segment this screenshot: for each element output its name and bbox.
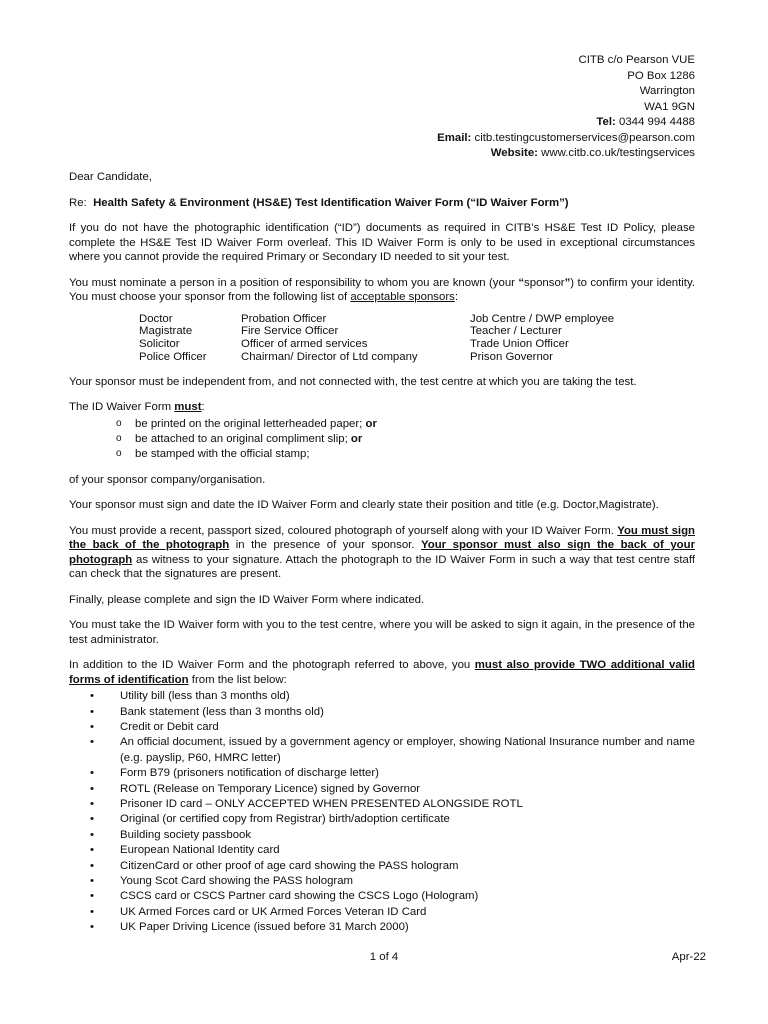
- paragraph-complete-sign: Finally, please complete and sign the ID Waiver Form where indicated.: [69, 593, 425, 606]
- email-label: Email:: [437, 131, 472, 144]
- list-item: • Building society passbook: [69, 828, 695, 843]
- sponsor-quote-open: “: [518, 276, 525, 289]
- sponsor-item: Prison Governor: [470, 350, 553, 363]
- revision-date: Apr-22: [671, 951, 706, 963]
- form-requirements-list: [69, 417, 695, 462]
- must-word: must: [174, 401, 202, 414]
- tel-value: 0344 994 4488: [618, 116, 695, 128]
- sponsor-text-2: ) to confirm your identity. You must choose your sponsor from the following list of: [69, 276, 695, 303]
- list-item: • UK Paper Driving Licence (issued before 31 March 2000): [69, 920, 695, 935]
- paragraph-independent-sponsor: Your sponsor must be independent from, and not connected with, the test centre at which you are taking the test.: [69, 375, 637, 388]
- letter-body: [69, 170, 695, 936]
- sponsor-item: Probation Officer: [241, 312, 327, 325]
- list-item: • UK Armed Forces card or UK Armed Forces Veteran ID Card: [69, 905, 695, 920]
- sponsor-item: Solicitor: [139, 338, 180, 351]
- list-item: • Form B79 (prisoners notification of discharge letter): [69, 766, 695, 781]
- list-item: • Bank statement (less than 3 months old): [69, 705, 695, 720]
- sponsor-item: Officer of armed services: [241, 338, 368, 351]
- salutation: Dear Candidate,: [69, 171, 152, 183]
- address-line-3: Warrington: [639, 85, 695, 97]
- list-item: o be stamped with the official stamp;: [69, 447, 695, 462]
- re-label: Re:: [69, 196, 87, 209]
- list-item: • CitizenCard or other proof of age card showing the PASS hologram: [69, 859, 695, 874]
- paragraph-sponsor-company: of your sponsor company/organisation.: [69, 473, 266, 486]
- address-line-2: PO Box 1286: [627, 69, 695, 82]
- list-item: • Credit or Debit card: [69, 720, 695, 735]
- address-line-4: WA1 9GN: [644, 100, 695, 113]
- page-number: 1 of 4: [369, 951, 399, 963]
- list-item: • An official document, issued by a government agency or employer, showing National Insurance number and name (e.g. payslip, P60, HMRC letter): [69, 735, 695, 766]
- subject-title: Health Safety & Environment (HS&E) Test Identification Waiver Form (“ID Waiver Form”): [93, 196, 569, 209]
- must-intro: The ID Waiver Form: [69, 401, 175, 414]
- sponsor-item: Teacher / Lecturer: [470, 325, 562, 338]
- sponsor-item: Fire Service Officer: [241, 325, 339, 338]
- list-item: • European National Identity card: [69, 843, 695, 858]
- address-email: [437, 131, 695, 147]
- paragraph-form-must: [69, 400, 695, 415]
- website-label: Website:: [490, 147, 538, 159]
- paragraph-id-policy: If you do not have the photographic identification (“ID”) documents as required in CITB’s HS&E Test ID Policy, please complete the HS&E Test ID Waiver Form overleaf. This ID Waiver Form is only to be used in exceptional circumstances where you cannot provide the required Primary or Secondary ID needed to sit your test.: [69, 222, 695, 263]
- list-item: • Original (or certified copy from Registrar) birth/adoption certificate: [69, 812, 695, 827]
- list-item: • Young Scot Card showing the PASS hologram: [69, 874, 695, 889]
- sponsor-list: [139, 313, 695, 364]
- id-documents-list: [69, 689, 695, 936]
- address-line-1: CITB c/o Pearson VUE: [578, 54, 695, 66]
- acceptable-sponsors-link: acceptable sponsors: [350, 291, 455, 303]
- sponsor-item: Doctor: [139, 312, 173, 325]
- list-item: • ROTL (Release on Temporary Licence) signed by Governor: [69, 782, 695, 797]
- list-item: • Prisoner ID card – ONLY ACCEPTED WHEN PRESENTED ALONGSIDE ROTL: [69, 797, 695, 812]
- list-item: o be printed on the original letterheaded paper; or: [69, 417, 695, 432]
- website-value: www.citb.co.uk/testingservices: [541, 147, 695, 159]
- sponsor-text-3: :: [454, 291, 458, 303]
- sponsor-item: Trade Union Officer: [470, 338, 569, 351]
- must-colon: :: [201, 401, 205, 414]
- list-item: • CSCS card or CSCS Partner card showing the CSCS Logo (Hologram): [69, 889, 695, 904]
- email-value: citb.testingcustomerservices@pearson.com: [474, 131, 695, 144]
- paragraph-additional-id: In addition to the ID Waiver Form and the photograph referred to above, you must also provide TWO additional valid forms of identification from the list below:: [69, 659, 695, 686]
- paragraph-sign-date: Your sponsor must sign and date the ID Waiver Form and clearly state their position and title (e.g. Doctor,Magistrate).: [69, 499, 659, 512]
- sponsor-word: sponsor: [524, 276, 565, 289]
- sender-address: [437, 53, 695, 162]
- list-item: • Utility bill (less than 3 months old): [69, 689, 695, 704]
- paragraph-nominate-sponsor: [69, 276, 695, 305]
- address-tel: [437, 115, 695, 131]
- address-website: [437, 146, 695, 162]
- list-item: o be attached to an original compliment slip; or: [69, 432, 695, 447]
- sponsor-text-1: You must nominate a person in a position of responsibility to whom you are known (your: [69, 276, 519, 289]
- paragraph-test-centre: You must take the ID Waiver form with you to the test centre, where you will be asked to sign it again, in the presence of the test administrator.: [69, 619, 695, 646]
- subject-line: [69, 196, 695, 211]
- paragraph-photograph: You must provide a recent, passport sized, coloured photograph of yourself along with your ID Waiver Form. You must sign the back of the photograph in the presence of your sponsor. Your sponsor must also sign the back of your photograph as witness to your signature. Attach the photograph to the ID Waiver Form in such a way that test centre staff can check that the signatures are present.: [69, 524, 696, 581]
- sponsor-item: Police Officer: [139, 350, 207, 363]
- sponsor-item: Magistrate: [139, 325, 193, 338]
- sponsor-quote-close: ”: [564, 276, 571, 289]
- sponsor-item: Chairman/ Director of Ltd company: [241, 350, 418, 363]
- tel-label: Tel:: [596, 116, 616, 128]
- sponsor-item: Job Centre / DWP employee: [470, 312, 615, 325]
